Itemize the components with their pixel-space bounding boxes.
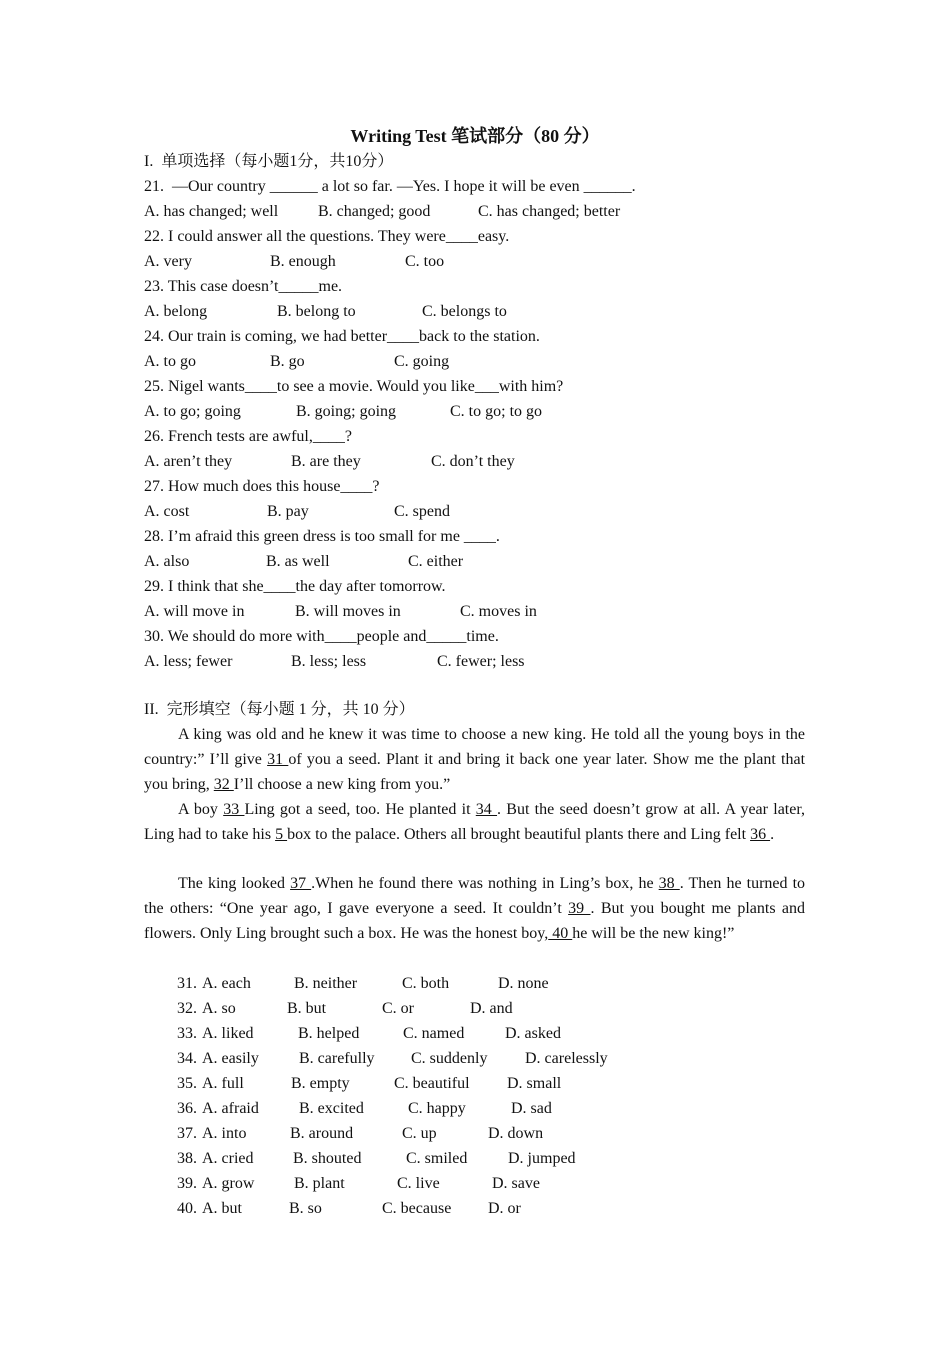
cloze-paragraph-2 <box>144 797 805 847</box>
passage-text: . <box>770 826 775 843</box>
question-options <box>144 249 445 274</box>
blank-39: 39 <box>568 900 591 917</box>
option-c: C. suddenly <box>411 1050 488 1067</box>
passage-text: A king was old and he knew it was time to choose a new king. He told all the young boys in the country:” I’ll give <box>144 726 805 768</box>
answer-number: 40. <box>177 1200 197 1217</box>
option-a: A. to go <box>144 353 196 370</box>
question-options <box>144 299 507 324</box>
option-a: A. less; fewer <box>144 653 233 670</box>
answer-row-34 <box>177 1046 608 1071</box>
option-a: A. will move in <box>144 603 245 620</box>
option-d: D. asked <box>505 1025 561 1042</box>
passage-text: Ling got a seed, too. He planted it <box>244 801 476 818</box>
option-a: A. each <box>202 975 251 992</box>
cloze-paragraph-3 <box>144 871 805 946</box>
answer-number: 37. <box>177 1125 197 1142</box>
option-c: C. moves in <box>460 603 537 620</box>
question-stem: 23. This case doesn’t_____me. <box>144 278 343 295</box>
answer-number: 31. <box>177 975 197 992</box>
question-options <box>144 649 525 674</box>
option-a: A. grow <box>202 1175 255 1192</box>
option-b: B. changed; good <box>318 203 431 220</box>
option-c: C. live <box>397 1175 440 1192</box>
answer-number: 36. <box>177 1100 197 1117</box>
answer-row-36 <box>177 1096 552 1121</box>
question-options <box>144 549 464 574</box>
question-options <box>144 399 543 424</box>
blank-32: 32 <box>213 776 234 793</box>
option-a: A. aren’t they <box>144 453 233 470</box>
blank-33: 33 <box>223 801 245 818</box>
option-d: D. save <box>492 1175 540 1192</box>
answer-number: 35. <box>177 1075 197 1092</box>
section-1-heading: I. 单项选择（每小题1分，共10分） <box>144 153 394 170</box>
answer-row-40 <box>177 1196 521 1221</box>
option-a: A. but <box>202 1200 242 1217</box>
option-b: B. carefully <box>299 1050 375 1067</box>
question-stem: 22. I could answer all the questions. They were____easy. <box>144 228 510 245</box>
question-stem: 25. Nigel wants____to see a movie. Would you like___with him? <box>144 378 564 395</box>
answer-number: 39. <box>177 1175 197 1192</box>
option-b: B. helped <box>298 1025 360 1042</box>
option-d: D. small <box>507 1075 562 1092</box>
option-c: C. both <box>402 975 450 992</box>
blank-35: 5 <box>275 826 288 843</box>
answer-row-33 <box>177 1021 561 1046</box>
blank-31: 31 <box>267 751 289 768</box>
option-d: D. jumped <box>508 1150 576 1167</box>
passage-text: The king looked <box>178 875 291 892</box>
passage-text: .When he found there was nothing in Ling’s box, he <box>311 875 659 892</box>
option-c: C. spend <box>394 503 450 520</box>
option-b: B. as well <box>266 553 330 570</box>
answer-number: 33. <box>177 1025 197 1042</box>
answer-row-31 <box>177 971 549 996</box>
option-a: A. into <box>202 1125 247 1142</box>
option-c: C. or <box>382 1000 414 1017</box>
option-d: D. none <box>498 975 549 992</box>
option-a: A. full <box>202 1075 244 1092</box>
answer-row-37 <box>177 1121 544 1146</box>
passage-text: he will be the new king!” <box>572 925 735 942</box>
passage-text: of you a seed. Plant it and bring it back one year later. Show me the plant that you bring, <box>144 751 806 793</box>
option-d: D. down <box>488 1125 544 1142</box>
option-c: C. has changed; better <box>478 203 621 220</box>
option-d: D. or <box>488 1200 521 1217</box>
option-b: B. pay <box>267 503 309 520</box>
option-c: C. happy <box>408 1100 466 1117</box>
section-2-heading: II. 完形填空（每小题 1 分，共 10 分） <box>144 701 415 718</box>
answer-row-39 <box>177 1171 540 1196</box>
passage-text: . But the seed doesn’t grow at all. A year later, Ling had to take his <box>144 801 806 843</box>
option-a: A. belong <box>144 303 208 320</box>
option-a: A. afraid <box>202 1100 259 1117</box>
passage-text: box to the palace. Others all brought beautiful plants there and Ling felt <box>287 826 751 843</box>
option-c: C. belongs to <box>422 303 507 320</box>
option-b: B. but <box>287 1000 327 1017</box>
option-d: D. and <box>470 1000 513 1017</box>
option-b: B. are they <box>291 453 361 470</box>
option-b: B. shouted <box>293 1150 362 1167</box>
option-b: B. excited <box>299 1100 364 1117</box>
option-a: A. easily <box>202 1050 259 1067</box>
option-d: D. carelessly <box>525 1050 608 1067</box>
passage-text: . Then he turned to the others: “One year ago, I gave everyone a seed. It couldn’t <box>144 875 806 917</box>
answer-row-35 <box>177 1071 562 1096</box>
option-c: C. either <box>408 553 464 570</box>
option-c: C. named <box>403 1025 465 1042</box>
option-d: D. sad <box>511 1100 552 1117</box>
option-b: B. less; less <box>291 653 367 670</box>
option-b: B. will moves in <box>295 603 401 620</box>
option-a: A. very <box>144 253 192 270</box>
option-a: A. liked <box>202 1025 254 1042</box>
option-b: B. neither <box>294 975 358 992</box>
answer-number: 38. <box>177 1150 197 1167</box>
passage-text: I’ll choose a new king from you.” <box>233 776 451 793</box>
option-b: B. enough <box>270 253 336 270</box>
passage-text: . But you bought me plants and flowers. Only Ling brought such a box. He was the honest boy, <box>144 900 806 942</box>
option-c: C. fewer; less <box>437 653 525 670</box>
question-options <box>144 199 621 224</box>
question-options <box>144 599 537 624</box>
option-b: B. empty <box>291 1075 350 1092</box>
option-a: A. cried <box>202 1150 254 1167</box>
blank-37: 37 <box>290 875 312 892</box>
page-title: Writing Test 笔试部分（80 分） <box>350 126 600 146</box>
option-b: B. plant <box>294 1175 345 1192</box>
question-stem: 27. How much does this house____? <box>144 478 380 495</box>
question-stem: 24. Our train is coming, we had better____back to the station. <box>144 328 540 345</box>
question-stem: 28. I’m afraid this green dress is too small for me ____. <box>144 528 500 545</box>
blank-40: 40 <box>548 925 573 942</box>
option-c: C. beautiful <box>394 1075 470 1092</box>
question-stem: 29. I think that she____the day after tomorrow. <box>144 578 446 595</box>
option-a: A. cost <box>144 503 190 520</box>
question-stem: 21. —Our country ______ a lot so far. —Yes. I hope it will be even ______. <box>144 178 636 195</box>
option-b: B. going; going <box>296 403 397 420</box>
option-c: C. too <box>405 253 445 270</box>
blank-34: 34 <box>475 801 498 818</box>
option-a: A. so <box>202 1000 236 1017</box>
option-a: A. to go; going <box>144 403 241 420</box>
cloze-paragraph-1 <box>144 722 805 797</box>
option-b: B. go <box>270 353 305 370</box>
passage-text: A boy <box>178 801 224 818</box>
answer-number: 32. <box>177 1000 197 1017</box>
blank-38: 38 <box>658 875 680 892</box>
option-c: C. up <box>402 1125 437 1142</box>
option-b: B. belong to <box>277 303 356 320</box>
question-options <box>144 349 450 374</box>
option-a: A. has changed; well <box>144 203 279 220</box>
question-options <box>144 449 515 474</box>
option-c: C. because <box>382 1200 452 1217</box>
question-stem: 30. We should do more with____people and_____time. <box>144 628 499 645</box>
question-options <box>144 499 450 524</box>
option-c: C. don’t they <box>431 453 515 470</box>
blank-36: 36 <box>750 826 771 843</box>
option-c: C. to go; to go <box>450 403 543 420</box>
answer-number: 34. <box>177 1050 197 1067</box>
option-b: B. so <box>289 1200 322 1217</box>
option-c: C. going <box>394 353 450 370</box>
option-b: B. around <box>290 1125 354 1142</box>
option-a: A. also <box>144 553 190 570</box>
answer-row-38 <box>177 1146 576 1171</box>
answer-row-32 <box>177 996 513 1021</box>
option-c: C. smiled <box>406 1150 468 1167</box>
question-stem: 26. French tests are awful,____? <box>144 428 352 445</box>
